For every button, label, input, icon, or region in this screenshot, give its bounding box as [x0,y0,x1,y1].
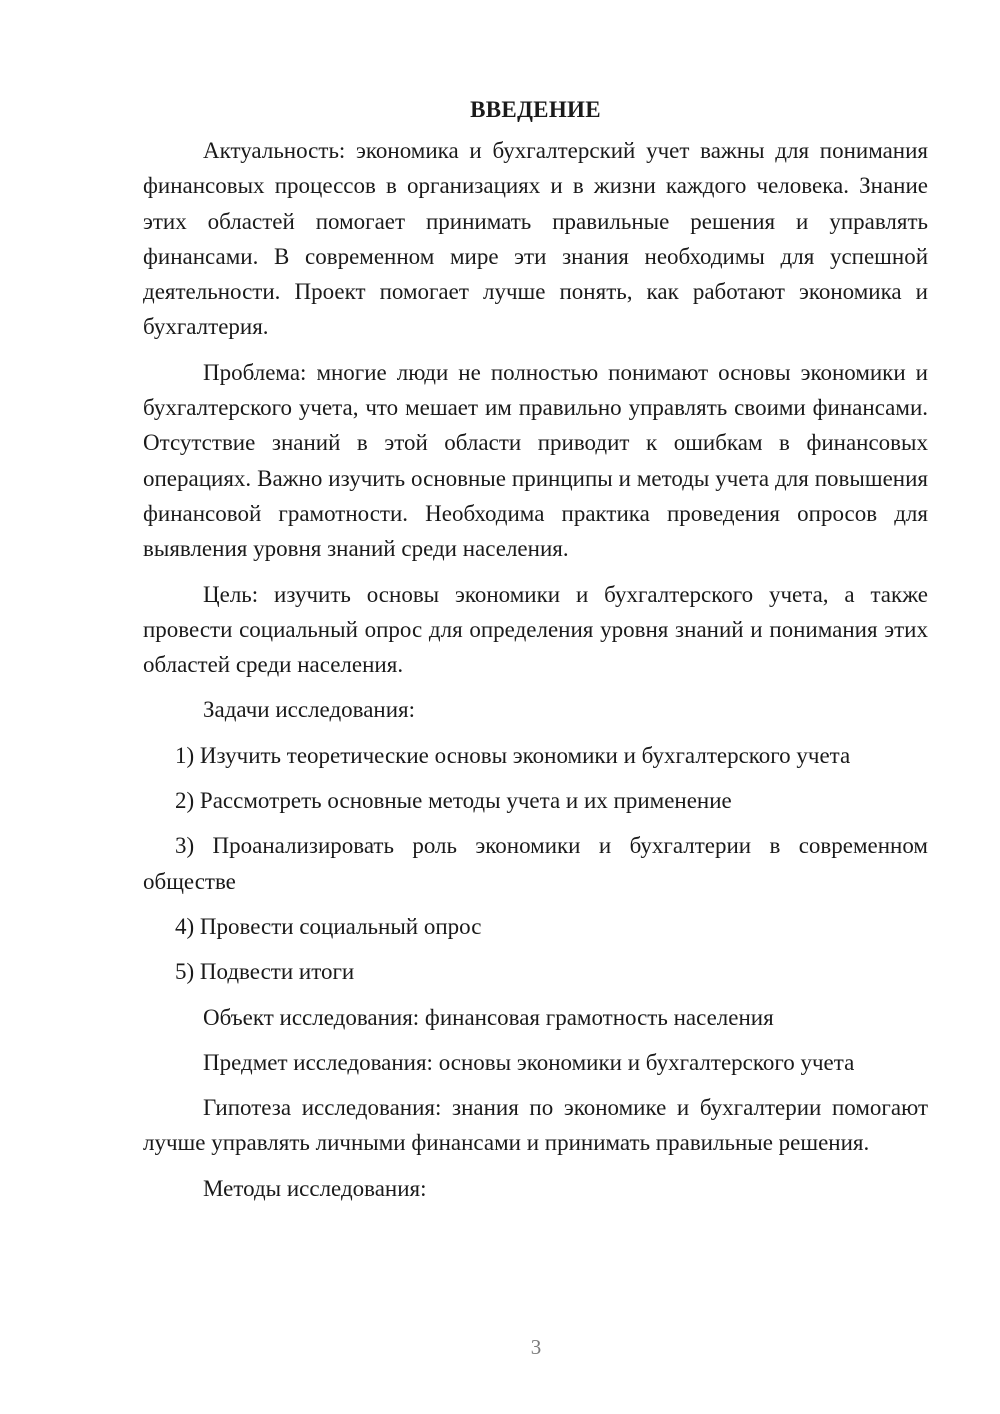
task-item: 4) Провести социальный опрос [175,913,482,939]
page-content [143,92,928,1216]
page-number: 3 [530,1335,542,1359]
goal-paragraph: Цель: изучить основы экономики и бухгалтерского учета, а также провести социальный опрос для определения уровня знаний и понимания этих областей среди населения. [143,581,928,678]
research-subject: Предмет исследования: основы экономики и бухгалтерского учета [203,1049,855,1075]
tasks-list [143,738,928,990]
problem-paragraph: Проблема: многие люди не полностью понимают основы экономики и бухгалтерского учета, что мешает им правильно управлять своими финансами. Отсутствие знаний в этой области приводит к ошибкам в финансовых операциях. Важно изучить основные принципы и методы учета для повышения финансовой грамотности. Необходима практика проведения опросов для выявления уровня знаний среди населения. [143,359,928,562]
task-item: 5) Подвести итоги [175,959,355,985]
task-item: 3) Проанализировать роль экономики и бухгалтерии в современном обществе [143,833,928,894]
section-heading: ВВЕДЕНИЕ [470,97,601,122]
task-item: 1) Изучить теоретические основы экономики и бухгалтерского учета [175,742,851,768]
tasks-title: Задачи исследования: [203,697,416,723]
research-object: Объект исследования: финансовая грамотность населения [203,1004,774,1030]
methods-title: Методы исследования: [203,1175,427,1201]
hypothesis-paragraph: Гипотеза исследования: знания по экономике и бухгалтерии помогают лучше управлять личными финансами и принимать правильные решения. [143,1095,928,1156]
relevance-paragraph: Актуальность: экономика и бухгалтерский учет важны для понимания финансовых процессов в организациях и в жизни каждого человека. Знание этих областей помогает принимать правильные решения и управлять финансами. В современном мире эти знания необходимы для успешной деятельности. Проект помогает лучше понять, как работают экономика и бухгалтерия. [143,138,928,340]
task-item: 2) Рассмотреть основные методы учета и их применение [175,788,732,814]
